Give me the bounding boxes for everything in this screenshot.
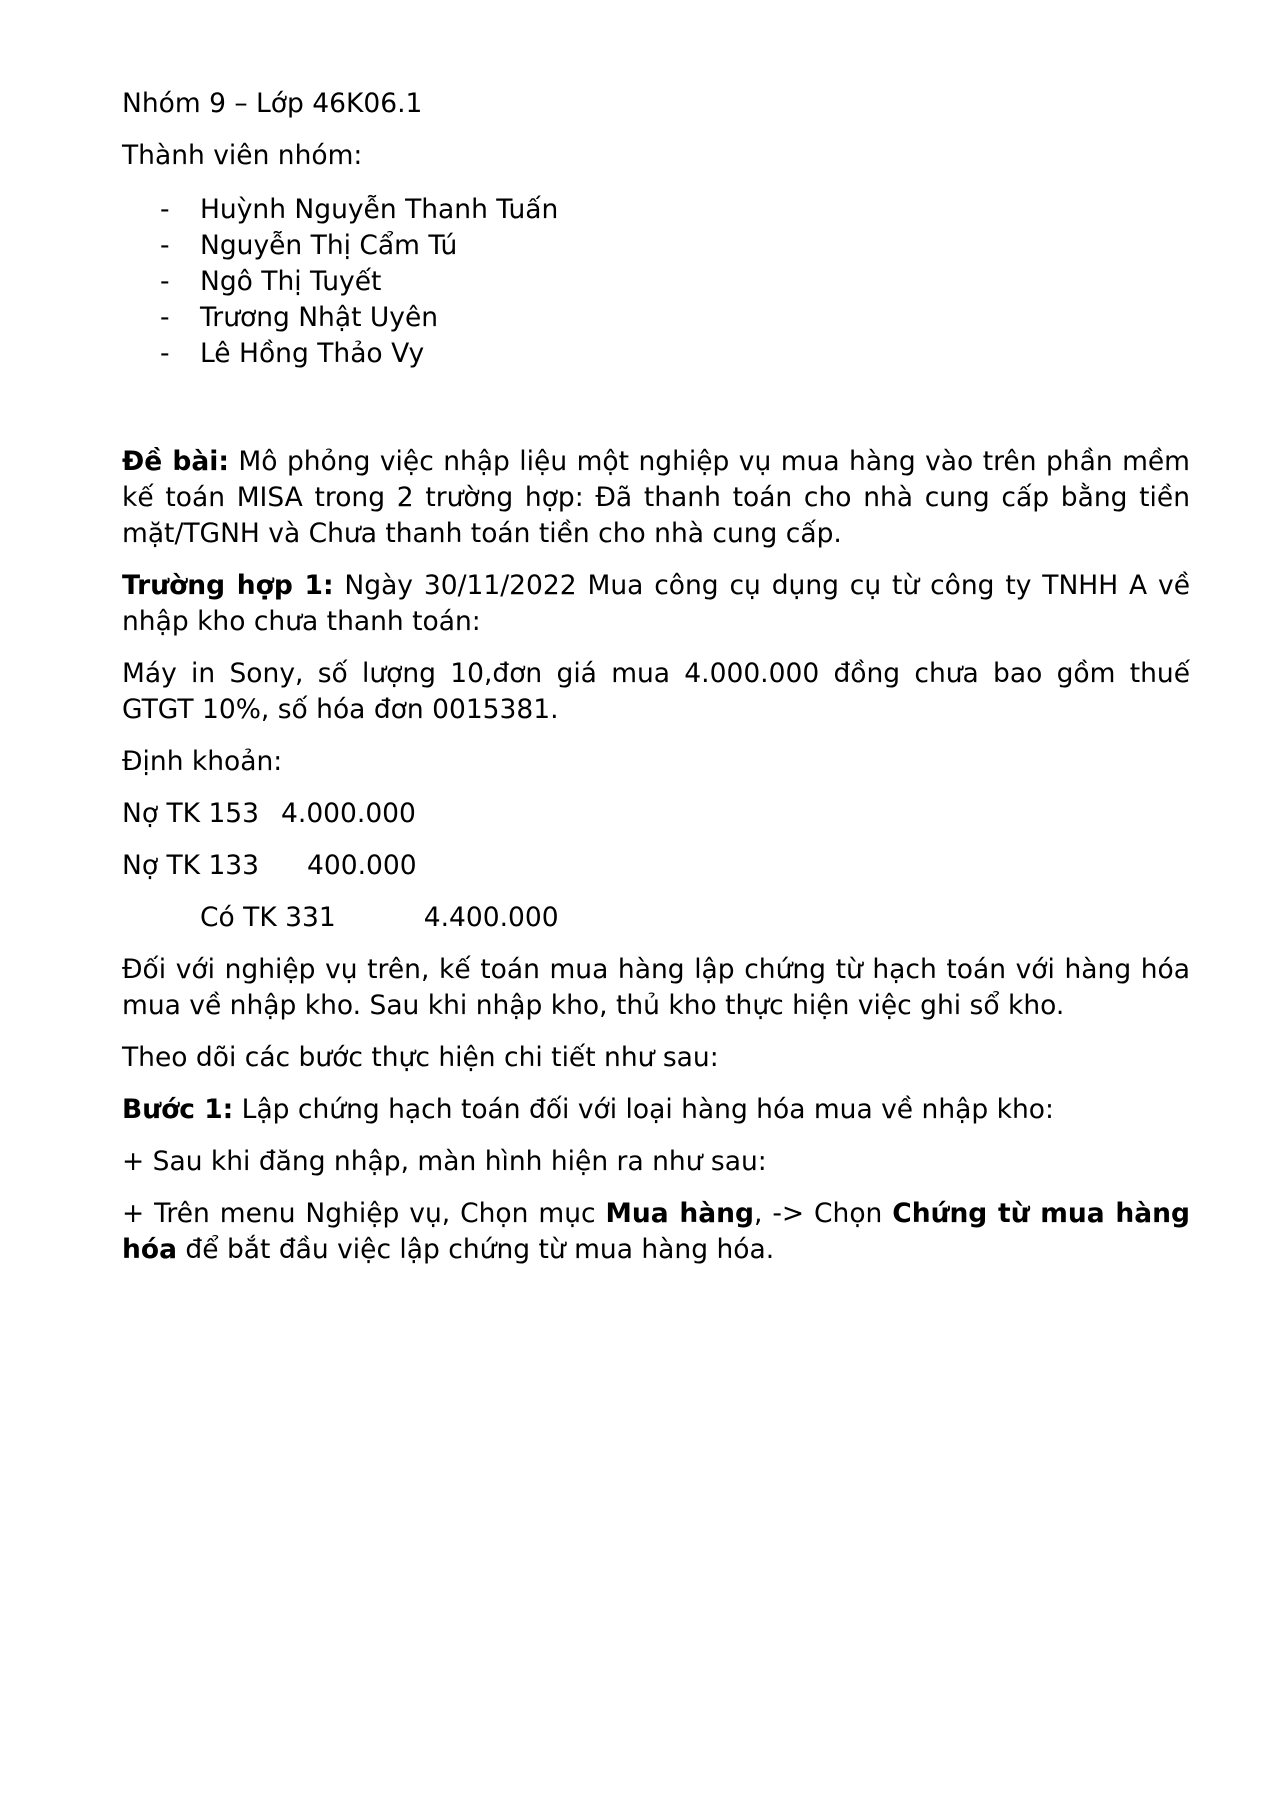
- assignment-text: Mô phỏng việc nhập liệu một nghiệp vụ mua hàng vào trên phần mềm kế toán MISA trong 2 trường hợp: Đã thanh toán cho nhà cung cấp bằng tiền mặt/TGNH và Chưa thanh toán tiền cho nhà cung cấp.: [122, 446, 1190, 549]
- step1-text: Lập chứng hạch toán đối với loại hàng hóa mua về nhập kho:: [233, 1094, 1054, 1125]
- explanation-paragraph: Đối với nghiệp vụ trên, kế toán mua hàng lập chứng từ hạch toán với hàng hóa mua về nhập kho. Sau khi nhập kho, thủ kho thực hiện việc ghi sổ kho.: [122, 954, 1190, 1021]
- group-class-line: Nhóm 9 – Lớp 46K06.1: [122, 88, 423, 119]
- list-item: [122, 300, 1190, 336]
- entry-amount: 400.000: [307, 850, 417, 881]
- bullet-dash: -: [160, 194, 170, 225]
- member-name: Nguyễn Thị Cẩm Tú: [200, 230, 458, 261]
- follow-steps-line: Theo dõi các bước thực hiện chi tiết như sau:: [122, 1042, 719, 1073]
- list-item: [122, 336, 1190, 372]
- after-login-line: + Sau khi đăng nhập, màn hình hiện ra như sau:: [122, 1146, 767, 1177]
- member-name: Lê Hồng Thảo Vy: [200, 338, 425, 369]
- member-name: Trương Nhật Uyên: [200, 302, 439, 333]
- menu-instruction-text: , -> Chọn: [753, 1198, 893, 1229]
- assignment-label: Đề bài:: [122, 446, 229, 477]
- assignment-paragraph: [122, 444, 1190, 552]
- list-item: [122, 228, 1190, 264]
- menu-instruction-text: + Trên menu Nghiệp vụ, Chọn mục: [122, 1198, 606, 1229]
- list-item: [122, 192, 1190, 228]
- journal-entry: [122, 796, 1190, 832]
- step1-label: Bước 1:: [122, 1094, 234, 1125]
- menu-instruction-text: để bắt đầu việc lập chứng từ mua hàng hóa.: [176, 1234, 775, 1265]
- members-list: [122, 192, 1190, 372]
- step1-paragraph: [122, 1092, 1190, 1128]
- entry-amount: 4.000.000: [281, 798, 416, 829]
- member-name: Huỳnh Nguyễn Thanh Tuấn: [200, 194, 559, 225]
- document-page: [122, 86, 1190, 1268]
- journal-entry: [122, 900, 1190, 936]
- menu-instruction-paragraph: [122, 1196, 1190, 1268]
- bullet-dash: -: [160, 302, 170, 333]
- bullet-dash: -: [160, 230, 170, 261]
- case1-paragraph: [122, 568, 1190, 640]
- bullet-dash: -: [160, 338, 170, 369]
- menu-bold-chung-tu: Chứng từ mua hàng hóa: [122, 1198, 1190, 1265]
- entry-account: Có TK 331: [200, 902, 336, 933]
- entry-account: Nợ TK 153: [122, 798, 260, 829]
- journal-entry: [122, 848, 1190, 884]
- menu-bold-mua-hang: Mua hàng: [605, 1198, 754, 1229]
- member-name: Ngô Thị Tuyết: [200, 266, 382, 297]
- entry-amount: 4.400.000: [423, 902, 559, 933]
- members-label: Thành viên nhóm:: [122, 140, 363, 171]
- case1-label: Trường hợp 1:: [122, 570, 334, 601]
- bullet-dash: -: [160, 266, 170, 297]
- case1-text: Ngày 30/11/2022 Mua công cụ dụng cụ từ công ty TNHH A về nhập kho chưa thanh toán:: [122, 570, 1190, 637]
- entry-account: Nợ TK 133: [122, 850, 260, 881]
- journal-label: Định khoản:: [122, 746, 283, 777]
- item-description: Máy in Sony, số lượng 10,đơn giá mua 4.000.000 đồng chưa bao gồm thuế GTGT 10%, số hóa đơn 0015381.: [122, 658, 1190, 725]
- list-item: [122, 264, 1190, 300]
